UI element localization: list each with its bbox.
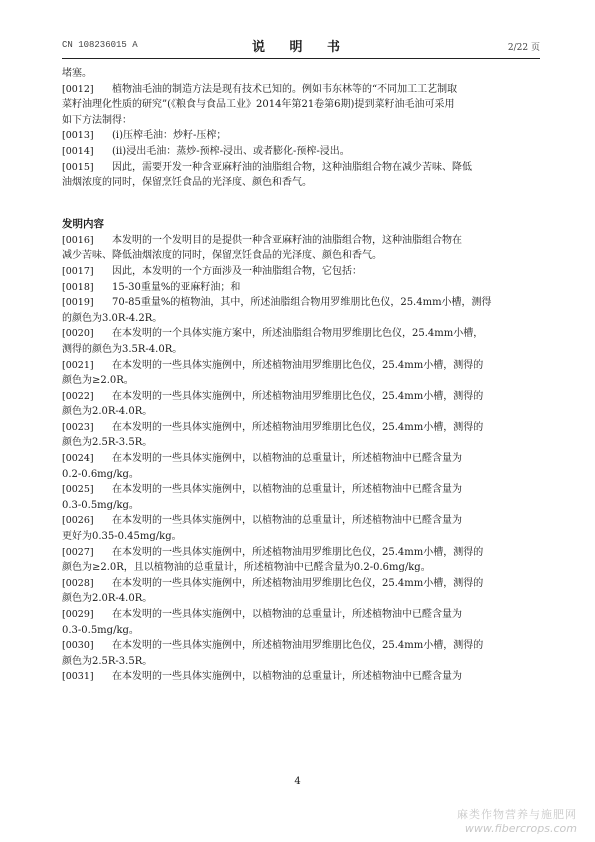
paragraph	[62, 389, 540, 420]
watermark	[457, 806, 577, 835]
document-title: 说 明 书	[251, 40, 351, 55]
paragraph-number: [0020]	[62, 328, 94, 340]
publication-number: CN 108236015 A	[62, 40, 138, 50]
paragraph-line: 70-85重量%的植物油，其中，所述油脂组合物用罗维朋比色仪，25.4mm小槽，测得	[112, 297, 492, 309]
section-heading: 发明内容	[62, 217, 104, 230]
paragraph	[62, 128, 540, 144]
paragraph-line: 减少苦味、降低油烟浓度的同时，保留烹饪食品的光泽度、颜色和香气。	[62, 250, 382, 262]
paragraph-number: [0024]	[62, 453, 94, 465]
paragraph-line: 在本发明的一些具体实施例中，所述植物油用罗维朋比色仪，25.4mm小槽，测得的	[112, 421, 484, 433]
page-number: 4	[294, 776, 301, 787]
paragraph-number: [0016]	[62, 234, 94, 246]
paragraph	[62, 576, 540, 607]
paragraph-line: 更好为0.35-0.45mg/kg。	[62, 531, 182, 543]
paragraph-line: 因此，需要开发一种含亚麻籽油的油脂组合物，这种油脂组合物在减少苦味、降低	[112, 161, 472, 173]
paragraph-line: 颜色为≥2.0R。	[62, 375, 134, 387]
paragraph-line: 在本发明的一些具体实施例中，所述植物油用罗维朋比色仪，25.4mm小槽，测得的	[112, 546, 484, 558]
paragraph-line: 在本发明的一些具体实施例中，以植物油的总重量计，所述植物油中已醛含量为	[112, 515, 462, 527]
paragraph-line: (ii)浸出毛油：蒸炒-预榨-浸出、或者膨化-预榨-浸出。	[112, 145, 350, 157]
paragraph-line: 在本发明的一个具体实施方案中，所述油脂组合物用罗维朋比色仪，25.4mm小槽，	[112, 328, 484, 340]
paragraph-number: [0031]	[62, 671, 94, 683]
paragraph-line: (i)压榨毛油：炒籽-压榨；	[112, 130, 227, 142]
paragraph-number: [0014]	[62, 145, 94, 157]
paragraph-line: 测得的颜色为3.5R-4.0R。	[62, 343, 183, 355]
paragraph-line: 油烟浓度的同时，保留烹饪食品的光泽度、颜色和香气。	[62, 177, 312, 189]
paragraph-number: [0015]	[62, 161, 94, 173]
paragraph-line: 在本发明的一些具体实施例中，以植物油的总重量计，所述植物油中已醛含量为	[112, 453, 462, 465]
paragraph-number: [0019]	[62, 297, 94, 309]
paragraph-line: 因此，本发明的一个方面涉及一种油脂组合物，它包括：	[112, 265, 362, 277]
paragraph	[62, 295, 540, 326]
paragraph-line: 0.3-0.5mg/kg。	[62, 499, 139, 511]
paragraph	[62, 513, 540, 544]
paragraph-line: 菜籽油理化性质的研究”(《粮食与食品工业》2014年第21卷第6期)提到菜籽油毛油可采用	[62, 99, 455, 111]
paragraph-line: 颜色为2.0R-4.0R。	[62, 593, 153, 605]
paragraph	[62, 82, 540, 129]
paragraph	[62, 607, 540, 638]
paragraph-number: [0013]	[62, 130, 94, 142]
paragraph-line: 在本发明的一些具体实施例中，以植物油的总重量计，所述植物油中已醛含量为	[112, 484, 462, 496]
paragraph-line: 0.3-0.5mg/kg。	[62, 624, 139, 636]
paragraph	[62, 160, 540, 191]
paragraph	[62, 669, 540, 685]
paragraph	[62, 326, 540, 357]
header-bar	[62, 36, 540, 54]
paragraph-number: [0017]	[62, 265, 94, 277]
paragraph-number: [0022]	[62, 390, 94, 402]
paragraph-number: [0018]	[62, 281, 94, 293]
paragraph	[62, 420, 540, 451]
section-gap	[62, 191, 540, 205]
document-body	[62, 66, 540, 685]
paragraph-line: 在本发明的一些具体实施例中，所述植物油用罗维朋比色仪，25.4mm小槽，测得的	[112, 640, 484, 652]
paragraph-line: 15-30重量%的亚麻籽油；和	[112, 281, 241, 293]
paragraph-number: [0028]	[62, 577, 94, 589]
paragraph-line: 颜色为2.0R-4.0R。	[62, 406, 153, 418]
paragraph	[62, 451, 540, 482]
paragraph-line: 在本发明的一些具体实施例中，以植物油的总重量计，所述植物油中已醛含量为	[112, 671, 462, 683]
paragraph	[62, 358, 540, 389]
paragraph-group-after	[62, 233, 540, 685]
paragraph-number: [0026]	[62, 515, 94, 527]
paragraph	[62, 280, 540, 296]
paragraph	[62, 482, 540, 513]
paragraph-line: 的颜色为3.0R-4.2R。	[62, 312, 163, 324]
paragraph-line: 植物油毛油的制造方法是现有技术已知的。例如韦东林等的“不同加工工艺制取	[112, 83, 458, 95]
paragraph-number: [0021]	[62, 359, 94, 371]
paragraph-number: [0012]	[62, 83, 94, 95]
paragraph-line: 在本发明的一些具体实施例中，所述植物油用罗维朋比色仪，25.4mm小槽，测得的	[112, 577, 484, 589]
paragraph	[62, 264, 540, 280]
paragraph	[62, 144, 540, 160]
paragraph-line: 颜色为2.5R-3.5R。	[62, 655, 153, 667]
paragraph-line: 在本发明的一些具体实施例中，所述植物油用罗维朋比色仪，25.4mm小槽，测得的	[112, 390, 484, 402]
paragraph-line: 颜色为≥2.0R，且以植物油的总重量计，所述植物油中已醛含量为0.2-0.6mg/kg。	[62, 562, 431, 574]
watermark-title: 麻类作物营养与施肥网	[457, 808, 577, 821]
paragraph-number: [0025]	[62, 484, 94, 496]
watermark-url: www.fibercrops.com	[464, 822, 577, 835]
paragraph	[62, 545, 540, 576]
paragraph-number: [0023]	[62, 421, 94, 433]
paragraph-line: 在本发明的一些具体实施例中，以植物油的总重量计，所述植物油中已醛含量为	[112, 609, 462, 620]
paragraph	[62, 638, 540, 669]
paragraph-number: [0027]	[62, 546, 94, 558]
header-divider	[62, 58, 540, 59]
paragraph-line: 0.2-0.6mg/kg。	[62, 468, 139, 480]
paragraph	[62, 233, 540, 264]
paragraph-number: [0029]	[62, 609, 94, 620]
paragraph-line: 颜色为2.5R-3.5R。	[62, 437, 153, 449]
paragraph-line: 如下方法制得：	[62, 114, 132, 126]
paragraph-line: 在本发明的一些具体实施例中，所述植物油用罗维朋比色仪，25.4mm小槽，测得的	[112, 359, 484, 371]
continued-text: 堵塞。	[62, 68, 92, 79]
page-count: 2/22 页	[507, 43, 540, 53]
paragraph-group-before	[62, 82, 540, 191]
paragraph-line: 本发明的一个发明目的是提供一种含亚麻籽油的油脂组合物，这种油脂组合物在	[112, 234, 462, 246]
paragraph-number: [0030]	[62, 640, 94, 652]
